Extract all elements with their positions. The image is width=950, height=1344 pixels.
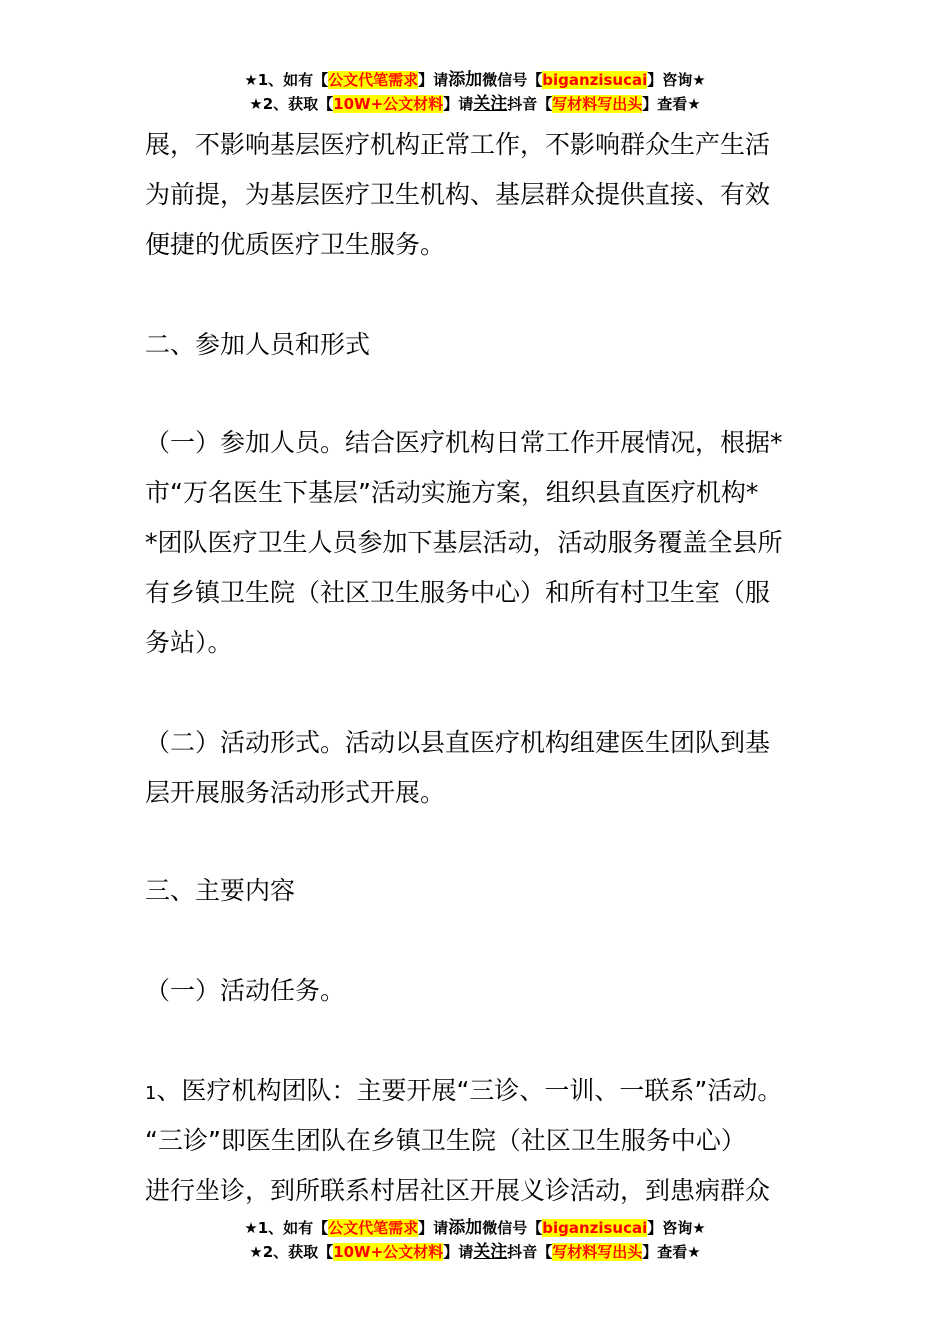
emphasis-follow: 关注 [473, 94, 508, 114]
banner-line-2: ★2、获取【10W+公文材料】请关注抖音【写材料写出头】查看★ [249, 94, 701, 114]
footer-banner [0, 1216, 950, 1264]
banner-line-2-footer: ★2、获取【10W+公文材料】请关注抖音【写材料写出头】查看★ [249, 1242, 701, 1262]
highlight-materials: 10W+公文材料 [333, 95, 444, 113]
highlight-douyin-footer: 写材料写出头 [552, 1243, 643, 1261]
paragraph-form: （二）活动形式。活动以县直医疗机构组建医生团队到基 层开展服务活动形式开展。 [145, 728, 771, 807]
section-heading-3: 三、主要内容 [145, 876, 296, 905]
section-heading-2: 二、参加人员和形式 [145, 330, 371, 359]
emphasis-add: 添加 [448, 70, 483, 90]
highlight-service: 公文代笔需求 [328, 71, 419, 89]
subheading-tasks: （一）活动任务。 [145, 976, 346, 1005]
highlight-wechat-id: biganzisucai [542, 71, 648, 89]
paragraph-personnel: （一）参加人员。结合医疗机构日常工作开展情况，根据* 市“万名医生下基层”活动实施方案，组织县直医疗机构* *团队医疗卫生人员参加下基层活动，活动服务覆盖全县所 有乡镇卫生院（社区卫生服务中心）和所有村卫生室（服 务站）。 [145, 428, 783, 657]
emphasis-add-footer: 添加 [448, 1218, 483, 1238]
highlight-materials-footer: 10W+公文材料 [333, 1243, 444, 1261]
paragraph-intro: 展，不影响基层医疗机构正常工作，不影响群众生产生活 为前提，为基层医疗卫生机构、基层群众提供直接、有效 便捷的优质医疗卫生服务。 [145, 130, 771, 259]
highlight-douyin: 写材料写出头 [552, 95, 643, 113]
banner-line-1: ★1、如有【公文代笔需求】请添加微信号【biganzisucai】咨询★ [244, 70, 706, 90]
item-number: 1 [145, 1083, 157, 1104]
document-body [145, 0, 815, 1344]
emphasis-follow-footer: 关注 [473, 1242, 508, 1262]
banner-line-1-footer: ★1、如有【公文代笔需求】请添加微信号【biganzisucai】咨询★ [244, 1218, 706, 1238]
paragraph-item-1: 1、医疗机构团队：主要开展“三诊、一训、一联系”活动。 “三诊”即医生团队在乡镇卫生院（社区卫生服务中心） 进行坐诊，到所联系村居社区开展义诊活动，到患病群众 [145, 1076, 783, 1205]
highlight-service-footer: 公文代笔需求 [328, 1219, 419, 1237]
highlight-wechat-id-footer: biganzisucai [542, 1219, 648, 1237]
